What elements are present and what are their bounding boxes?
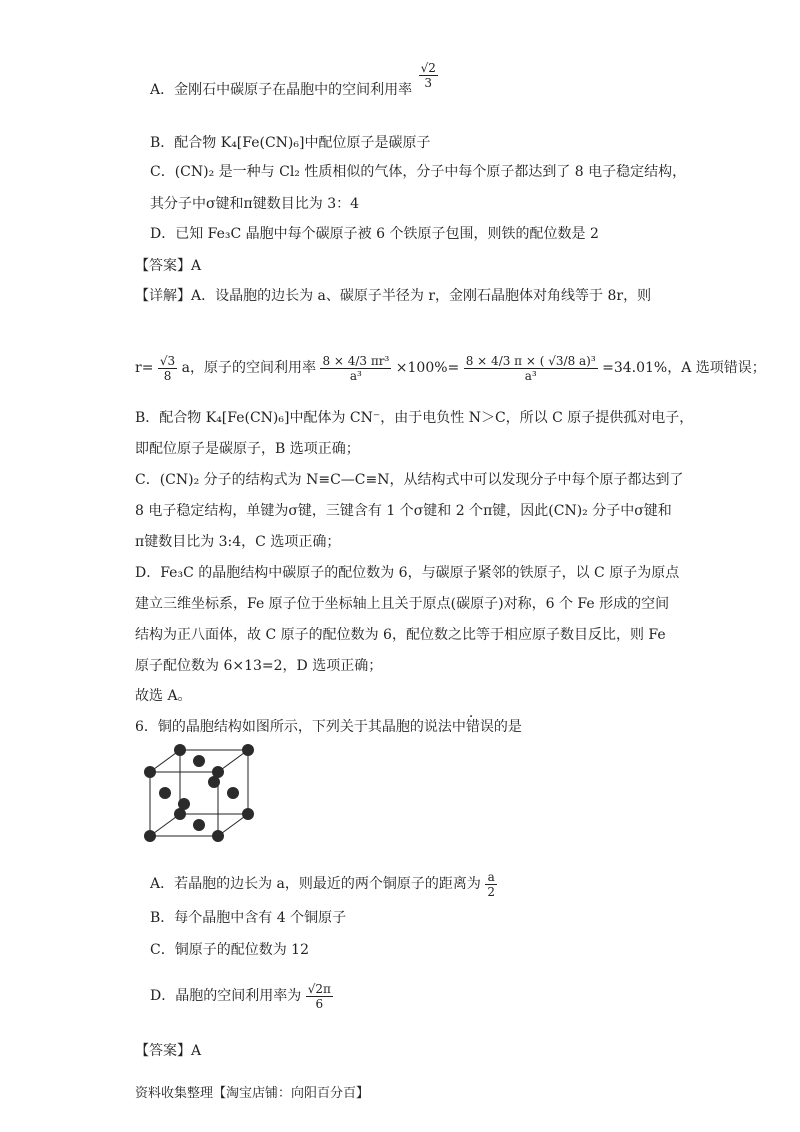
corner-atom <box>174 744 186 756</box>
q6-option-d-text: D．晶胞的空间利用率为 <box>150 988 302 1004</box>
q5-explain-d-line4: 原子配位数为 6×13=2，D 选项正确； <box>135 658 383 674</box>
corner-atom <box>144 766 156 778</box>
q5-explain-d-line2: 建立三维坐标系，Fe 原子位于坐标轴上且关于原点(碳原子)对称，6 个 Fe 形成的空间 <box>135 596 670 612</box>
fraction-denominator: 8 <box>163 368 172 383</box>
formula-r-fraction <box>158 354 177 383</box>
q6-option-d-fraction <box>306 982 333 1011</box>
q6-option-b: B．每个晶胞中含有 4 个铜原子 <box>150 910 347 926</box>
corner-atom <box>242 808 254 820</box>
q5-explain-c-line1: C．(CN)₂ 分子的结构式为 N≡C—C≡N，从结构式中可以发现分子中每个原子都达到了 <box>135 472 684 488</box>
fraction-numerator: a <box>485 870 497 885</box>
corner-atom <box>144 830 156 842</box>
q6-stem-emphasis: 错误 <box>465 719 494 735</box>
corner-atom <box>242 744 254 756</box>
q5-conclusion: 故选 A。 <box>135 688 192 704</box>
q5-explain-c-line2: 8 电子稳定结构，单键为σ键，三键含有 1 个σ键和 2 个π键，因此(CN)₂ 分子中σ键和 <box>135 503 672 519</box>
corner-atom <box>212 830 224 842</box>
q6-stem-post: 的是 <box>493 719 522 735</box>
q6-stem <box>135 717 522 737</box>
q5-option-c-line2: 其分子中σ键和π键数目比为 3：4 <box>150 196 360 212</box>
formula-r-tail: a，原子的空间利用率 <box>181 360 316 376</box>
fraction-denominator: 3 <box>424 75 433 90</box>
face-center-atom <box>159 787 171 799</box>
page-footer: 资料收集整理【淘宝店铺：向阳百分百】 <box>135 1086 370 1101</box>
q5-option-a-text: A．金刚石中碳原子在晶胞中的空间利用率 <box>150 82 413 98</box>
copper-atoms <box>144 744 254 842</box>
q5-option-a <box>150 60 438 100</box>
fraction-denominator: 6 <box>315 996 324 1011</box>
q5-explain-b-line1: B．配合物 K₄[Fe(CN)₆]中配体为 CN⁻，由于电负性 N＞C，所以 C 原子提供孤对电子， <box>135 410 694 426</box>
q6-stem-pre: 6．铜的晶胞结构如图所示，下列关于其晶胞的说法中 <box>135 719 466 735</box>
formula-fraction-1 <box>320 354 391 383</box>
face-center-atom <box>227 787 239 799</box>
fraction-numerator: 8 × 4/3 π × ( √3/8 a)³ <box>465 353 596 368</box>
face-center-atom <box>178 798 190 810</box>
copper-unit-cell-diagram <box>138 742 258 846</box>
q5-answer: 【答案】A <box>135 258 202 274</box>
q6-option-a-text: A．若晶胞的边长为 a，则最近的两个铜原子的距离为 <box>150 876 481 892</box>
q5-detail-line1: 【详解】A．设晶胞的边长为 a、碳原子半径为 r，金刚石晶胞体对角线等于 8r，则 <box>135 288 652 304</box>
face-center-atom <box>208 776 220 788</box>
fraction-denominator: a³ <box>524 368 537 383</box>
fraction-numerator: √2 <box>420 60 436 75</box>
q5-formula <box>135 348 766 388</box>
fraction-denominator: 2 <box>487 884 495 899</box>
fraction-numerator: 8 × 4/3 πr³ <box>322 353 390 368</box>
fraction-numerator: √3 <box>159 353 176 368</box>
q5-option-d: D．已知 Fe₃C 晶胞中每个碳原子被 6 个铁原子包围，则铁的配位数是 2 <box>150 226 599 242</box>
q6-option-d <box>150 978 333 1014</box>
q6-option-a <box>150 868 497 900</box>
face-center-atom <box>193 755 205 767</box>
q5-option-b: B．配合物 K₄[Fe(CN)₆]中配位原子是碳原子 <box>150 135 431 151</box>
q5-explain-d-line3: 结构为正八面体，故 C 原子的配位数为 6，配位数之比等于相应原子数目反比，则 Fe <box>135 627 666 643</box>
q5-option-c-line1: C．(CN)₂ 是一种与 Cl₂ 性质相似的气体，分子中每个原子都达到了 8 电子稳定结构， <box>150 164 687 180</box>
q5-option-a-fraction <box>419 61 438 90</box>
formula-mid: ×100%= <box>395 360 460 376</box>
q6-option-c: C．铜原子的配位数为 12 <box>150 942 309 958</box>
formula-r-label: r= <box>135 360 154 376</box>
formula-fraction-2 <box>464 354 598 383</box>
q5-explain-b-line2: 即配位原子是碳原子，B 选项正确； <box>135 441 360 457</box>
q6-option-a-fraction <box>485 870 497 899</box>
fraction-denominator: a³ <box>349 368 362 383</box>
formula-result: =34.01%，A 选项错误； <box>602 360 766 376</box>
q5-explain-c-line3: π键数目比为 3:4，C 选项正确； <box>135 534 341 550</box>
q6-answer: 【答案】A <box>135 1043 202 1059</box>
fraction-numerator: √2π <box>307 981 331 996</box>
q5-explain-d-line1: D．Fe₃C 的晶胞结构中碳原子的配位数为 6，与碳原子紧邻的铁原子，以 C 原子为原点 <box>135 565 680 581</box>
face-center-atom <box>193 819 205 831</box>
